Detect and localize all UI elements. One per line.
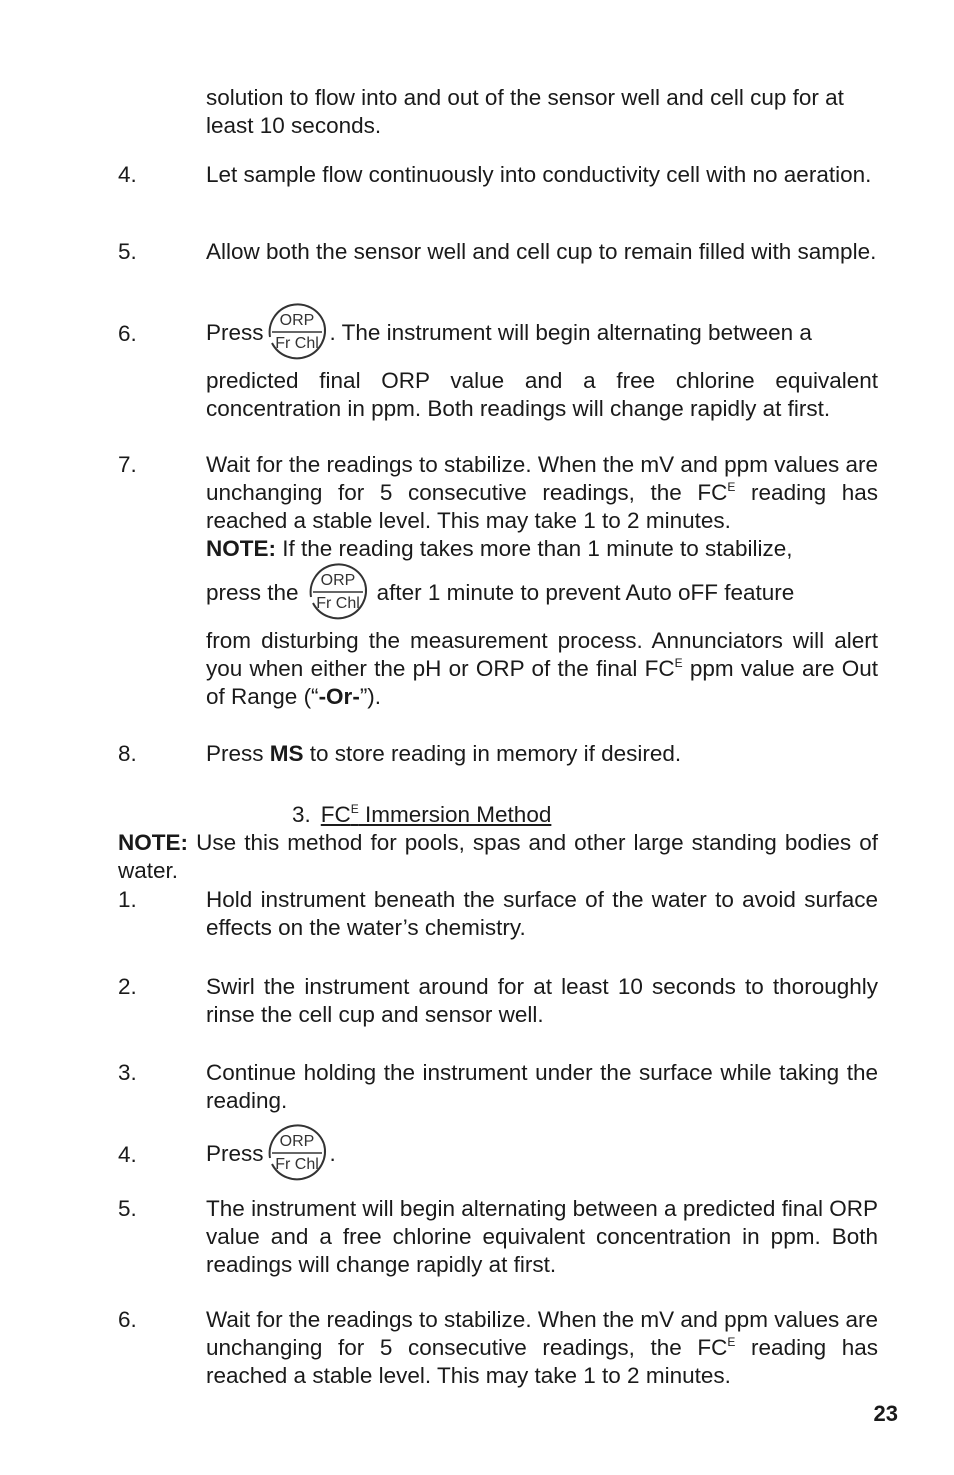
step-text: Allow both the sensor well and cell cup to remain filled with sample. [206,239,877,264]
step-number: 6. [118,1307,137,1332]
step-text: Let sample flow continuously into conductivity cell with no aeration. [206,162,872,187]
orp-fr-chl-button-icon [305,557,371,623]
step-7-press-line: press the ORP Fr Chl after 1 minute to prevent Auto oFF feature [206,560,878,626]
step-text: Continue holding the instrument under the surface while taking the reading. [206,1060,878,1113]
note-label: NOTE: [206,536,276,561]
svg-text:Fr Chl: Fr Chl [274,335,319,352]
page-number: 23 [873,1401,898,1426]
step-7-text: Wait for the readings to stabilize. When the mV and ppm values are unchanging for 5 consecutive readings, the $FC^E$ reading has reached a stable level. This may take 1 to 2 minutes. NOTE: If the reading takes more than 1 minute to stabilize, [206,452,879,561]
step-8-text: Press MS to store reading in memory if desired. [206,741,682,766]
svg-text:Fr Chl: Fr Chl [315,595,360,612]
step-6-text: . The instrument will begin alternating between a [329,320,812,345]
step-number: 1. [118,887,137,912]
step-number: 7. [118,452,137,477]
note-text: NOTE: Use this method for pools, spas and other large standing bodies of water. [118,830,878,883]
continuation-text: solution to flow into and out of the sensor well and cell cup for at least 10 seconds. [206,85,844,138]
press-label: Press [206,320,264,345]
orp-fr-chl-button-icon [264,1118,330,1184]
step-number: 8. [118,741,137,766]
orp-fr-chl-button-icon [264,297,330,363]
svg-text:ORP: ORP [279,1133,314,1150]
step-number: 3. [118,1060,137,1085]
section-title: 3. $FC^E$ Immersion Method [292,802,552,827]
svg-text:Fr Chl: Fr Chl [274,1156,319,1173]
step-6-press-line [206,300,878,366]
step-number: 4. [118,162,137,187]
step-4b-press-line: Press ORP Fr Chl . [206,1121,878,1187]
step-6-continuation: predicted final ORP value and a free chlorine equivalent concentration in ppm. Both readings will change rapidly at first. [206,368,878,421]
step-number: 6. [118,321,137,346]
step-6b-text: Wait for the readings to stabilize. When the mV and ppm values are unchanging for 5 consecutive readings, the $FC^E$ reading has reached a stable level. This may take 1 to 2 minutes. [206,1307,879,1388]
step-text: The instrument will begin alternating between a predicted final ORP value and a free chlorine equivalent concentration in ppm. Both readings will change rapidly at first. [206,1196,878,1277]
svg-text:ORP: ORP [279,312,314,329]
step-number: 5. [118,1196,137,1221]
svg-text:ORP: ORP [320,572,355,589]
step-text: Hold instrument beneath the surface of the water to avoid surface effects on the water’s chemistry. [206,887,878,940]
step-text: Swirl the instrument around for at least 10 seconds to thoroughly rinse the cell cup and sensor well. [206,974,878,1027]
step-number: 5. [118,239,137,264]
step-number: 2. [118,974,137,999]
step-7-continuation: from disturbing the measurement process. Annunciators will alert you when either the pH or ORP of the final $FC^E$ ppm value are Out of Range (“-Or-”). [206,628,878,709]
step-number: 4. [118,1142,137,1167]
